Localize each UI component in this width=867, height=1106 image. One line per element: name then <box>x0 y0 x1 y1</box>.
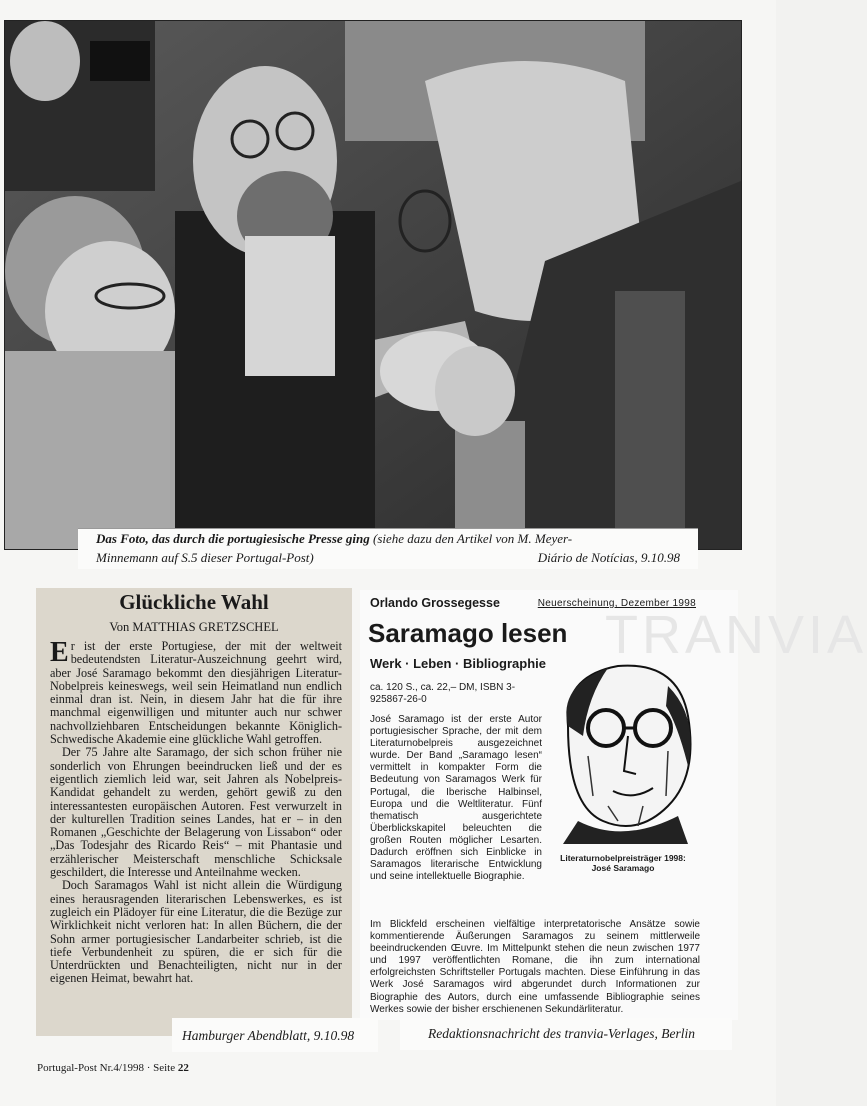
page-footer <box>37 1062 189 1074</box>
book-description-top: José Saramago ist der erste Autor portugiesischer Sprache, der mit dem Literaturnobelpreis ausgezeichnet wurde. Der Band „Saramago lesen“ vermittelt in kompakter Form die Bedeutung von Saramagos Werk für Portugal, die Iberische Halbinsel, Europa und die Weltliteratur. Fünf thematisch ausgerichtete Überblickskapitel beleuchten die großen Routen möglicher Lesarten. Dadurch eröffnen sich Einblicke in Saramagos literarische Entwicklung und seine intellektuelle Biographie. <box>370 714 542 883</box>
source-label-left <box>172 1018 378 1052</box>
caption-line-2: Minnemann auf S.5 dieser Portugal-Post) <box>96 550 314 565</box>
article-byline: Von MATTHIAS GRETZSCHEL <box>109 620 279 634</box>
book-author: Orlando Grossegesse <box>370 596 500 610</box>
photo-caption <box>78 528 698 569</box>
portrait-caption-line-2: José Saramago <box>591 863 655 873</box>
caption-rest: (siehe dazu den Artikel von M. Meyer- <box>369 531 573 546</box>
source-text: Hamburger Abendblatt, 9.10.98 <box>182 1028 355 1043</box>
dropcap: E <box>50 637 69 668</box>
book-subtitle: Werk · Leben · Bibliographie <box>370 656 547 671</box>
book-meta: ca. 120 S., ca. 22,– DM, ISBN 3-925867-26-0 <box>370 682 516 705</box>
portrait-caption <box>548 853 698 873</box>
publisher-watermark: TRANVIA <box>605 605 867 665</box>
press-photo-image <box>5 21 741 549</box>
book-description-bottom: Im Blickfeld erscheinen vielfältige interpretatorische Ansätze sowie kommentierende Äußerungen Saramagos zu seinem mittlerweile beeindruckenden Œuvre. Im Mittelpunkt stehen die neun zwischen 1977 und 1997 veröffentlichten Romane, die ihn zum international erfolgreichsten Schriftsteller Portugals machten. Diese Einführung in das Werk José Saramagos wird abgerundet durch Informationen zur Biographie des Autors, durch eine umfassende Bibliographie seines Werkes sowie der bisher erschienenen Sekundärliteratur. <box>370 919 700 1015</box>
article-title: Glückliche Wahl <box>119 590 269 614</box>
article-paragraph <box>50 637 342 747</box>
newspaper-clipping-gluckliche-wahl <box>36 588 352 1036</box>
article-paragraph: Doch Saramagos Wahl ist nicht allein die Würdigung eines herausragenden literarischen Lebenswerkes, es ist zugleich ein Plädoyer für eine Literatur, die die Bezüge zur Wirklichkeit nicht verloren hat: In allen Büchern, die der Sohn armer portugiesischer Landarbeiter schrieb, ist die tiefe Verbundenheit zu spüren, die er sich für die Unterdrückten und Benachteiligten, nicht nur in der eigenen Heimat, bewahrt hat. <box>50 878 342 986</box>
press-photo <box>4 20 742 550</box>
portrait-caption-line-1: Literaturnobelpreisträger 1998: <box>560 853 686 863</box>
caption-source: Diário de Notícias, 9.10.98 <box>537 550 680 565</box>
article-paragraph: Der 75 Jahre alte Saramago, der sich schon früher nie sonderlich von Ehrungen beeindrucken ließ und der es eigentlich ziemlich leid war, seit Jahren als Nobelpreis-Kandidat gehandelt zu werden, gehört gewiß zu den interessantesten europäischen Autoren. Fest verwurzelt in der kulturellen Tradition seines Landes, hat er – in den Romanen „Geschichte der Belagerung von Lissabon“ oder „Das Todesjahr des Ricardo Reis“ – mit Phantasie und erzählerischer Meisterschaft menschliche Schicksale geschildert, die Interesse und Anteilnahme wecken. <box>50 745 342 880</box>
book-announcement-clipping <box>360 590 867 1020</box>
caption-line-1 <box>96 531 572 547</box>
caption-bold: Das Foto, das durch die portugiesische Presse ging <box>96 531 370 546</box>
source-text: Redaktionsnachricht des tranvia-Verlages, Berlin <box>428 1026 695 1041</box>
paragraph-text: r ist der erste Portugiese, der mit der weltweit bedeutendsten Literatur-Auszeichnung geehrt wird, aber José Saramago bekommt den diesjährigen Literatur-Nobelpreis keineswegs, weil sein Heimatland nun endlich einmal dran ist. Nein, in diesem Jahr hat die für ihre manchmal eigenwilligen und mitunter auch nur schwer nachvollziehbaren Entscheidungen bekannte Königlich-Schwedische Akademie eine glückliche Wahl getroffen. <box>50 639 342 747</box>
book-title: Saramago lesen <box>368 618 568 648</box>
source-label-right <box>400 1018 732 1050</box>
page-number: 22 <box>177 1062 189 1074</box>
footer-text: Portugal-Post Nr.4/1998 · Seite <box>37 1062 178 1074</box>
article-body <box>50 637 342 986</box>
author-portrait-drawing <box>548 656 698 844</box>
publication-notice: Neuerscheinung, Dezember 1998 <box>537 598 696 609</box>
